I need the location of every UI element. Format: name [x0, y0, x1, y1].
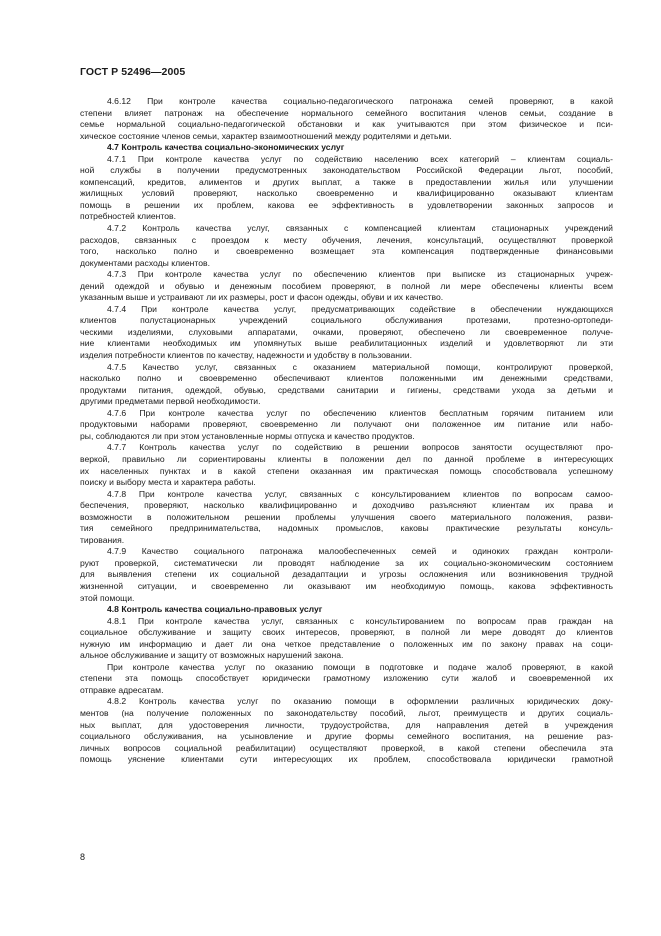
text-line: 4.7.2 Контроль качества услуг, связанных с компенсацией клиентам стационарных учреждений: [107, 223, 613, 234]
text-line: продуктами питания, одеждой, обувью, средствами санитарии и гигиены, средствами ухода за детьми и: [80, 384, 613, 395]
text-line: ческими изделиями, слуховыми аппаратами, очками, проверяют, обеспечено ли своевременное получе-: [80, 326, 613, 337]
text-line: для выявления степени их социальной дезадаптации и угрозы осложнения или возникновения трудной: [80, 569, 613, 580]
text-line: тия семейного предпринимательства, надомных промыслов, каковы практические результаты консуль-: [80, 523, 613, 534]
page-number: 8: [80, 852, 86, 862]
text-line: социального обслуживания, на усыновление и другие формы семейного воспитания, на решение раз-: [80, 731, 613, 742]
text-line: ры, соблюдаются ли при этом установленные нормы отпуска и качество продуктов.: [80, 430, 415, 441]
text-line: 4.8.1 При контроле качества услуг, связанных с консультированием по вопросам прав граждан на: [107, 615, 613, 626]
section-heading-line: 4.8 Контроль качества социально-правовых услуг: [107, 604, 323, 615]
text-line: личных вопросов социальной реабилитации) осуществляют проверкой, в какой степени обеспечила эта: [80, 742, 613, 753]
text-line: тирования.: [80, 534, 125, 545]
text-line: изделия потребности клиентов по качеству, надежности и удобству в пользовании.: [80, 350, 412, 361]
text-line: социальное обслуживание и защиту своих интересов, проверяют, в полной ли мере доводят до клиентов: [80, 627, 613, 638]
text-line: руют проверкой, систематически ли проводят наблюдение за их социально-экономическим состоянием: [80, 557, 613, 568]
text-line: 4.6.12 При контроле качества социально-педагогического патронажа семей проверяют, в какой: [107, 96, 613, 106]
text-line: их населенных пунктах и в какой степени оказанная им практическая помощь способствовала успешному: [80, 465, 613, 476]
document-header: ГОСТ Р 52496—2005: [80, 66, 186, 78]
text-line: насколько полно и своевременно обеспечивают клиентов положенными им денежными средствами,: [80, 373, 613, 384]
text-line: 4.8.2 Контроль качества услуг по оказанию помощи в оформлении различных юридических доку-: [107, 696, 613, 707]
text-line: При контроле качества услуг по оказанию помощи в подготовке и подаче жалоб проверяют, в какой: [107, 661, 613, 672]
text-line: семье нормальной социально-педагогической обстановки и как учитываются при этом физическое и пси-: [80, 119, 613, 130]
text-line: 4.7.1 При контроле качества услуг по содействию населению всех категорий – клиентам социаль-: [107, 153, 613, 164]
text-line: дений одеждой и обувью и денежным пособием проверяют, в полной ли мере обеспечены клиенты всем: [80, 280, 613, 291]
section-heading-line: 4.7 Контроль качества социально-экономических услуг: [107, 142, 345, 153]
text-line: 4.7.4 При контроле качества услуг, предусматривающих содействие в обеспечении нуждающихся: [107, 303, 613, 314]
text-line: 4.7.8 При контроле качества услуг, связанных с консультированием клиентов по вопросам самоо-: [107, 488, 613, 499]
text-line: продуктовыми наборами проверяют, своевременно ли получают они положенное им питание или набо-: [80, 419, 613, 430]
text-line: ментов (на получение положенных по законодательству пособий, льгот, преимуществ и других социаль-: [80, 707, 613, 718]
text-line: 4.7.9 Качество социального патронажа малообеспеченных семей и одиноких граждан контроли-: [107, 546, 613, 557]
text-line: документами расходы клиентов.: [80, 257, 210, 268]
text-line: потребностей клиентов.: [80, 211, 176, 222]
text-line: 4.7.5 Качество услуг, связанных с оказанием материальной помощи, контролируют проверкой,: [107, 361, 613, 372]
text-line: жилищных условий проверяют, насколько своевременно и квалифицированно оказывают клиентам: [80, 188, 613, 199]
text-line: жизненной ситуации, и своевременно ли оказывают им необходимую помощь, какова эффективность: [80, 580, 613, 591]
text-line: компенсаций, кредитов, алиментов и других выплат, а также в предоставлении жилья или улучшении: [80, 176, 613, 187]
text-line: ных выплат, для удостоверения личности, трудоустройства, для направления детей в учреждения: [80, 719, 613, 730]
text-line: отправке адресатам.: [80, 684, 164, 695]
text-line: степени эта помощь способствует юридически грамотному изложению сути жалоб и своевременной их: [80, 673, 613, 684]
text-line: 4.7.7 Контроль качества услуг по содействию в решении вопросов занятости осуществляют про-: [107, 442, 613, 453]
text-line: ной службы в получении предусмотренных законодательством Российской Федерации льгот, пособий,: [80, 165, 613, 176]
text-line: расходов, связанных с проездом к месту обучения, лечения, консультаций, осуществляют проверкой: [80, 234, 613, 245]
text-line: хическое состояние членов семьи, характер взаимоотношений между родителями и детьми.: [80, 130, 452, 141]
text-line: того, насколько полно и своевременно возмещает эта компенсация подтвержденные финансовыми: [80, 246, 613, 257]
document-body: [80, 96, 613, 766]
text-line: возможности в положительном решении проблемы улучшения своего материального положения, разви-: [80, 511, 613, 522]
text-line: нужную им информацию и дает ли она четкое представление о положенных им по закону правах на соци-: [80, 638, 613, 649]
text-line: указанным выше и устраивают ли их размеры, рост и фасон одежды, обуви и их качество.: [80, 292, 444, 303]
text-line: 4.7.3 При контроле качества услуг по обеспечению клиентов при выписке из стационарных учреж-: [107, 269, 613, 280]
text-line: степени влияет патронаж на обеспечение нормального семейного воспитания членов семьи, создание в: [80, 107, 613, 118]
text-line: ние клиентами необходимых им упомянутых выше реабилитационных изделий и удовлетворяют ли эти: [80, 338, 613, 349]
text-line: альное обслуживание и защиту от возможных нарушений закона.: [80, 650, 344, 661]
text-line: помощь в решении их проблем, какова ее эффективность в удовлетворении законных запросов и: [80, 199, 613, 210]
text-line: клиентов полустационарных учреждений социального обслуживания протезами, протезно-ортопеди-: [80, 315, 613, 326]
text-line: другими предметами первой необходимости.: [80, 396, 261, 407]
text-line: 4.7.6 При контроле качества услуг по обеспечению клиентов бесплатным горячим питанием или: [107, 407, 613, 418]
text-line: беспечения, проверяют, насколько квалифицированно и доходчиво разъясняют клиентам их права и: [80, 500, 613, 511]
text-line: поиску и выбору места и характера работы.: [80, 477, 256, 488]
text-line: помощь уяснение клиентами сути интересующих их проблем, способствовала юридически грамотной: [80, 754, 613, 765]
text-line: этой помощи.: [80, 592, 135, 603]
text-line: веркой, правильно ли сориентированы клиенты в положении дел по данной проблеме в интересующих: [80, 453, 613, 464]
